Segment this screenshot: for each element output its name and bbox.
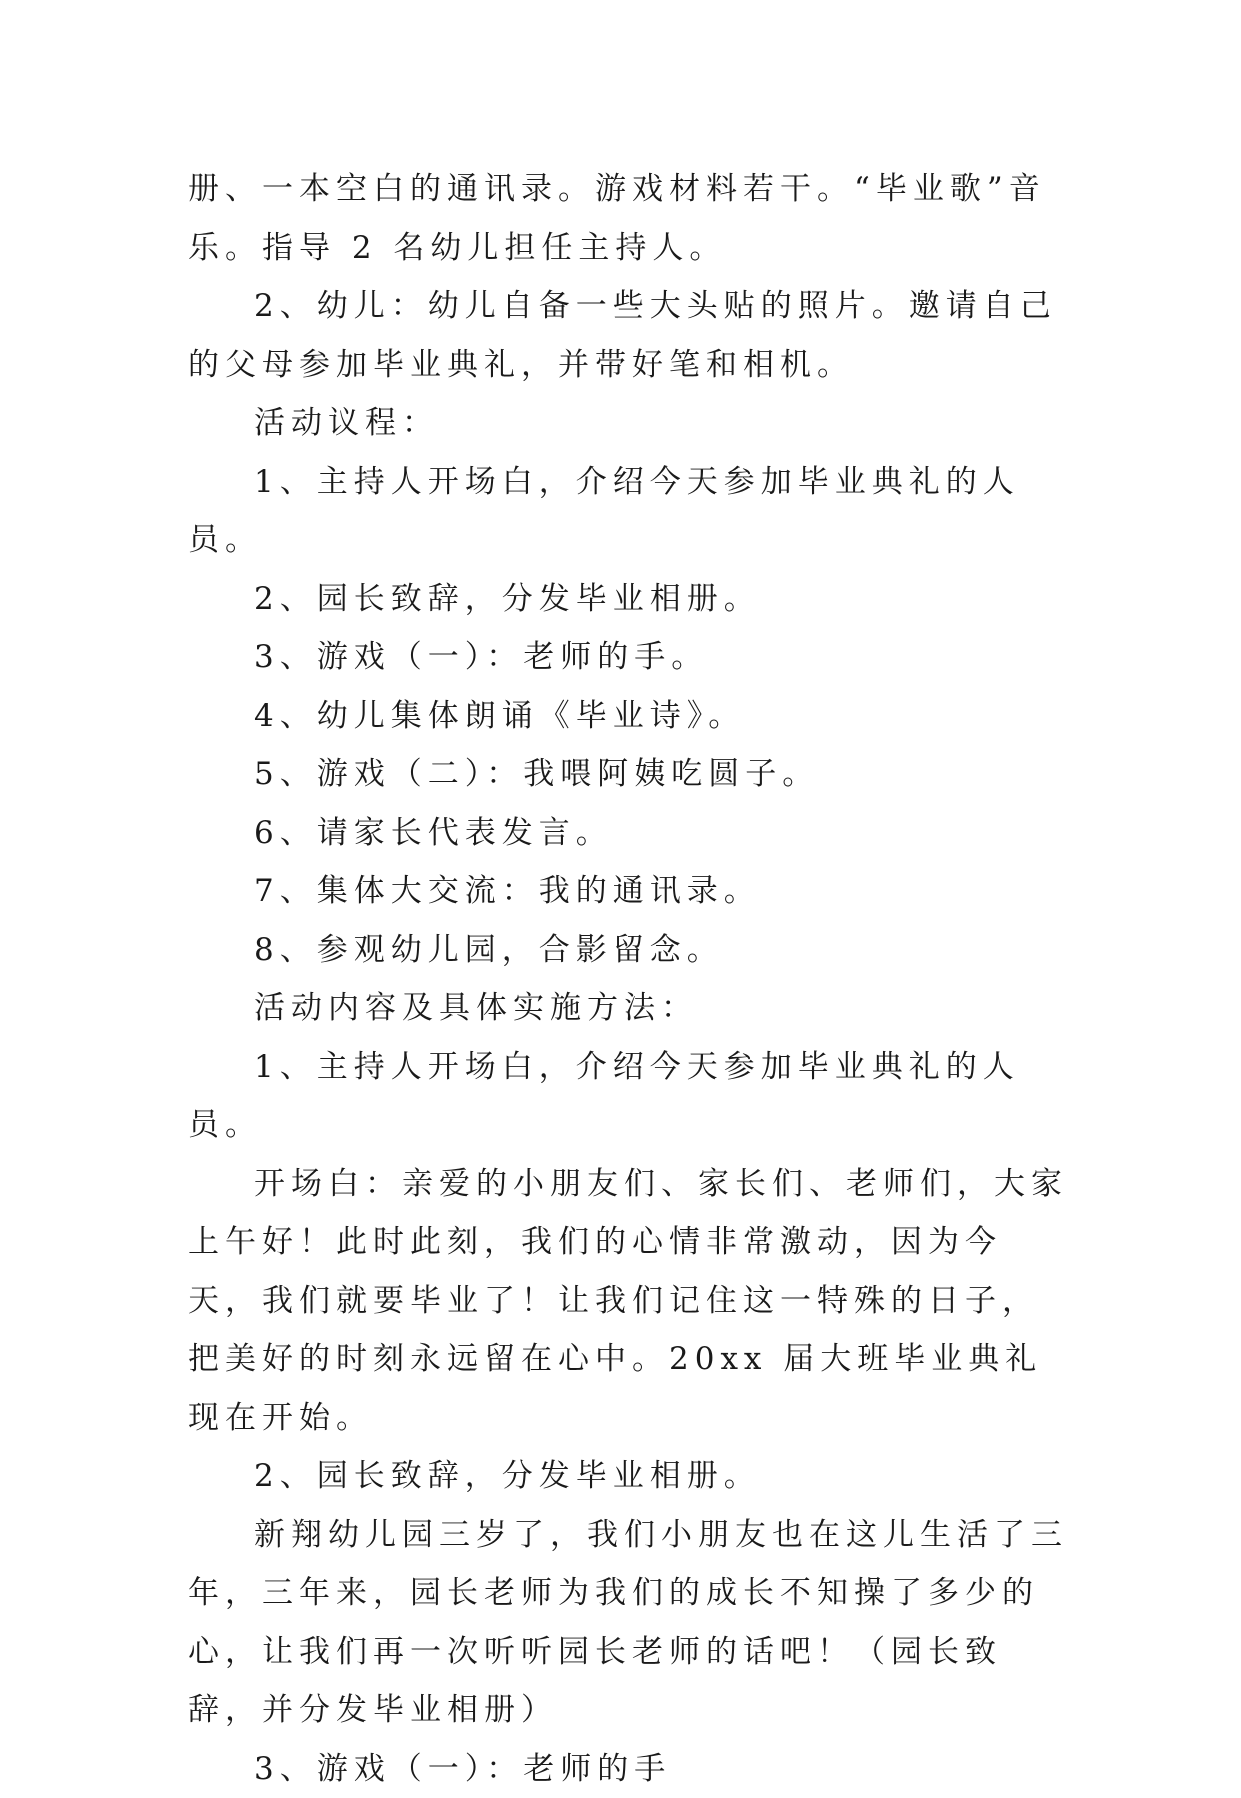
paragraph: 新翔幼儿园三岁了，我们小朋友也在这儿生活了三年，三年来，园长老师为我们的成长不知操了多少的心，让我们再一次听听园长老师的话吧！（园长致辞，并分发毕业相册） xyxy=(188,1506,1068,1740)
agenda-item: 6、请家长代表发言。 xyxy=(188,804,1068,863)
agenda-item: 5、游戏（二）：我喂阿姨吃圆子。 xyxy=(188,745,1068,804)
agenda-item: 2、园长致辞，分发毕业相册。 xyxy=(188,570,1068,629)
paragraph: 2、幼儿：幼儿自备一些大头贴的照片。邀请自己的父母参加毕业典礼，并带好笔和相机。 xyxy=(188,277,1068,394)
section-heading: 活动议程： xyxy=(188,394,1068,453)
section-heading: 活动内容及具体实施方法： xyxy=(188,979,1068,1038)
paragraph: 3、游戏（一）：老师的手 xyxy=(188,1740,1068,1798)
document-body xyxy=(188,160,1068,1798)
agenda-item: 3、游戏（一）：老师的手。 xyxy=(188,628,1068,687)
agenda-item: 7、集体大交流：我的通讯录。 xyxy=(188,862,1068,921)
paragraph: 册、一本空白的通讯录。游戏材料若干。“毕业歌”音乐。指导 2 名幼儿担任主持人。 xyxy=(188,160,1068,277)
agenda-item: 8、参观幼儿园，合影留念。 xyxy=(188,921,1068,980)
agenda-item: 4、幼儿集体朗诵《毕业诗》。 xyxy=(188,687,1068,746)
agenda-item: 1、主持人开场白，介绍今天参加毕业典礼的人员。 xyxy=(188,453,1068,570)
paragraph: 2、园长致辞，分发毕业相册。 xyxy=(188,1447,1068,1506)
paragraph: 1、主持人开场白，介绍今天参加毕业典礼的人员。 xyxy=(188,1038,1068,1155)
paragraph: 开场白：亲爱的小朋友们、家长们、老师们，大家上午好！此时此刻，我们的心情非常激动，因为今天，我们就要毕业了！让我们记住这一特殊的日子，把美好的时刻永远留在心中。20xx 届大班毕业典礼现在开始。 xyxy=(188,1155,1068,1448)
